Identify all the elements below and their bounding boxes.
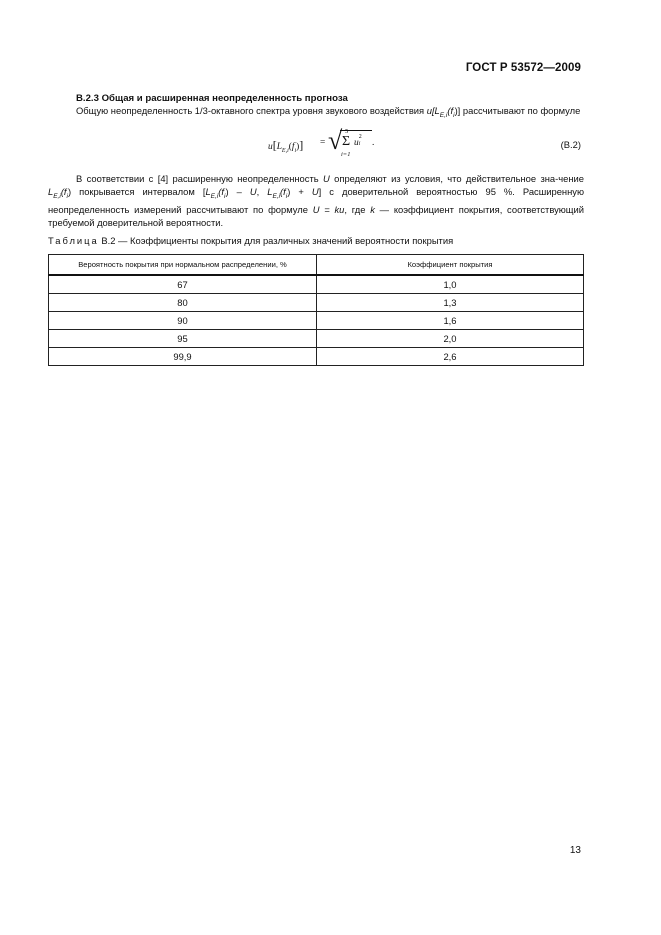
sum-lower: i=1: [341, 151, 351, 158]
cell-probability: 67: [49, 275, 317, 294]
cell-probability: 80: [49, 294, 317, 312]
cell-probability: 95: [49, 330, 317, 348]
table-row: [49, 312, 584, 330]
table-caption: [48, 235, 453, 246]
paragraph-2: В соответствии с [4] расширенную неопределенность U определяют из условия, что действительное зна-чение $L_{E,i}(f_i)$ покрывается интервалом [$L_{E,i}(f_i)$ – U, $L_{E,i}(f_i) + U$] с доверительной вероятностью 95 %. Расширенную неопределенность измерений рассчитывают по формуле U = ku, где k — коэффициент покрытия, соответствующий требуемой доверительной вероятности.: [48, 173, 584, 228]
table-caption-label: Таблица: [48, 235, 99, 246]
table-row: [49, 330, 584, 348]
cell-coefficient: 1,3: [317, 294, 584, 312]
sum-term: u 2 i: [354, 134, 362, 148]
header-coefficient: Коэффициент покрытия: [317, 255, 584, 276]
formula-dot: .: [372, 138, 375, 148]
cell-probability: 90: [49, 312, 317, 330]
cell-coefficient: 2,6: [317, 348, 584, 366]
sum-upper: 5: [345, 128, 349, 135]
formula-b2: [268, 128, 378, 162]
cell-coefficient: 1,0: [317, 275, 584, 294]
formula-number: (В.2): [560, 139, 581, 150]
p1-argsub: i: [453, 111, 455, 119]
table-caption-text: В.2 — Коэффициенты покрытия для различных значений вероятности покрытия: [98, 235, 454, 246]
coverage-table: [48, 254, 584, 366]
section-title: В.2.3 Общая и расширенная неопределенность прогноза: [76, 93, 348, 104]
p1-sub: E,i: [439, 111, 448, 119]
p1-close: )]: [454, 105, 461, 116]
table-row: [49, 348, 584, 366]
cell-coefficient: 2,0: [317, 330, 584, 348]
header-probability: Вероятность покрытия при нормальном распределении, %: [49, 255, 317, 276]
table-row: [49, 294, 584, 312]
p1-text-b: рассчитывают по формуле: [460, 105, 581, 116]
formula-eq: =: [320, 138, 326, 148]
page-number: 13: [569, 845, 581, 856]
sum-sigma: Σ: [342, 134, 351, 149]
cell-coefficient: 1,6: [317, 312, 584, 330]
table-row: [49, 275, 584, 294]
table-header-row: [49, 255, 584, 276]
p1-text-a: Общую неопределенность 1/3-октавного спектра уровня звукового воздействия: [76, 105, 427, 116]
p1-arg: (f: [447, 105, 454, 116]
p1-sym: u[L: [426, 105, 440, 116]
sqrt-symbol: √: [328, 126, 343, 155]
paragraph-1: [48, 104, 584, 122]
cell-probability: 99,9: [49, 348, 317, 366]
document-code: ГОСТ Р 53572—2009: [465, 62, 581, 74]
formula-lhs: $u[L_{E,i}(f_i)]$: [268, 138, 304, 154]
